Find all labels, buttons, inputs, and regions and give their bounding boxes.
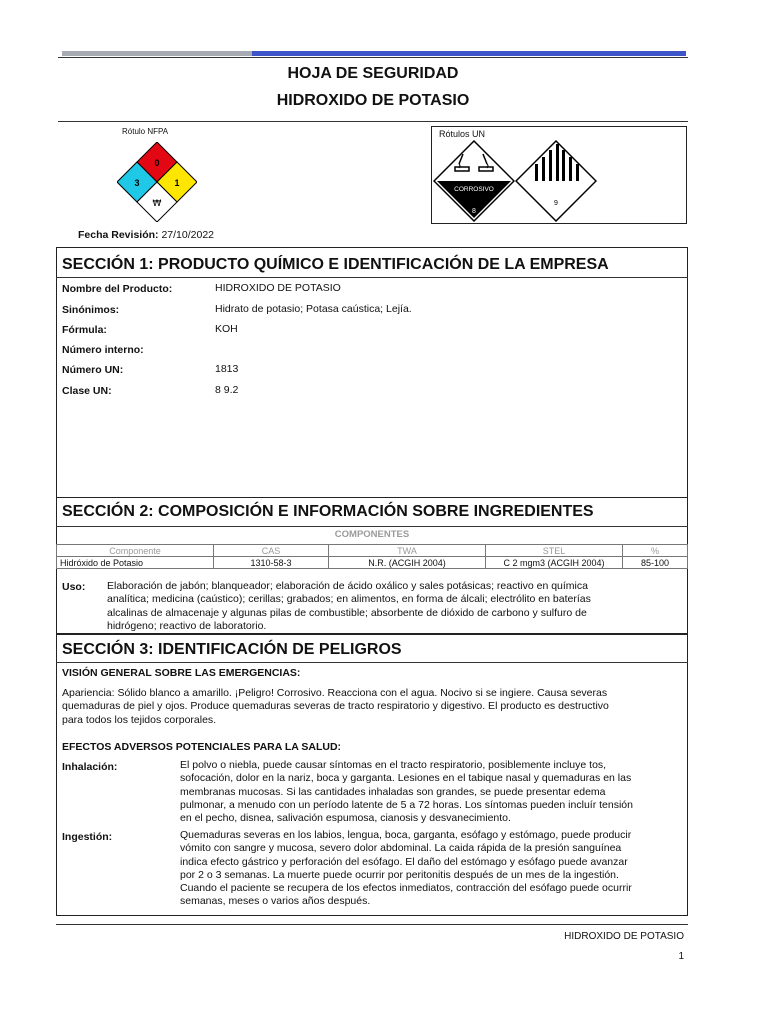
- header-rule: [58, 57, 688, 58]
- product-name-value: HIDROXIDO DE POTASIO: [215, 282, 341, 294]
- header-percent: %: [623, 545, 688, 557]
- header-stel: STEL: [486, 545, 623, 557]
- un-labels-label: Rótulos UN: [439, 129, 486, 139]
- footer-rule: [56, 924, 688, 925]
- use-line: Elaboración de jabón; blanqueador; elaboración de ácido oxálico y sales potásicas; reactivo en química: [107, 580, 588, 592]
- cell-stel: C 2 mgm3 (ACGIH 2004): [486, 557, 623, 569]
- un-class-value: 8 9.2: [215, 384, 239, 396]
- un-number-label: Número UN:: [62, 364, 124, 376]
- overview-heading: VISIÓN GENERAL SOBRE LAS EMERGENCIAS:: [62, 667, 301, 679]
- overview-line: quemaduras de piel y ojos. Produce quemaduras severas de tracto respiratorio y digestivo. El producto es destructivo: [62, 700, 609, 713]
- ingestion-line: Quemaduras severas en los labios, lengua, boca, garganta, esófago y estómago, puede producir: [180, 829, 632, 841]
- cell-component: Hidróxido de Potasio: [57, 557, 214, 569]
- section3-rule: [56, 662, 688, 663]
- ingestion-line: Cuando el paciente se recupera de los efectos inmediatos, contracción del esófago puede ocurrir: [180, 882, 632, 895]
- document-subtitle: HIDROXIDO DE POTASIO: [276, 92, 470, 109]
- product-name-label: Nombre del Producto:: [62, 283, 173, 295]
- header-bar-gray: [62, 51, 252, 56]
- formula-label: Fórmula:: [62, 324, 107, 336]
- header-bar-blue: [252, 51, 686, 56]
- use-line: analítica; medicina (caústico); cerillas; grabados; en alimentos, en forma de álcali; electrólito en baterías: [107, 593, 591, 606]
- page-number: 1: [678, 951, 684, 962]
- inhalation-line: membranas mucosas. Si las cantidades inhaladas son grandes, se puede presentar edema: [180, 785, 606, 798]
- synonyms-value: Hidrato de potasio; Potasa caústica; Lejía.: [215, 303, 412, 315]
- ingestion-line: por 2 o 3 semanas. La muerte puede ocurrir por peritonitis después de un mes de la ingestión.: [180, 868, 619, 881]
- inhalation-text: [180, 759, 685, 825]
- use-line: alcalinas de almacenaje y algunas pilas de combustible; absorbente de dióxido de carbono y sulfuro de: [107, 606, 587, 619]
- misc-class: 9: [554, 200, 558, 207]
- inhalation-line: El polvo o niebla, puede causar síntomas en el tracto respiratorio, posiblemente incluye tos,: [180, 759, 607, 771]
- nfpa-health-value: 3: [134, 178, 140, 188]
- table-row: [57, 557, 688, 569]
- use-line: hidrógeno; reactivo de laboratorio.: [107, 619, 267, 632]
- header-component: Componente: [57, 545, 214, 557]
- revision: [78, 229, 214, 241]
- components-title: COMPONENTES: [334, 529, 410, 540]
- nfpa-label: Rótulo NFPA: [122, 127, 169, 136]
- inhalation-line: en el pecho, disnea, salivación espumosa, cianosis y desvanecimiento.: [180, 812, 511, 825]
- un-number-value: 1813: [215, 363, 239, 375]
- footer-product: HIDROXIDO DE POTASIO: [564, 931, 684, 942]
- corrosive-class: 8: [472, 208, 476, 215]
- section1-title: SECCIÓN 1: PRODUCTO QUÍMICO E IDENTIFICACIÓN DE LA EMPRESA: [62, 256, 609, 273]
- header-cas: CAS: [214, 545, 329, 557]
- section3-title: SECCIÓN 3: IDENTIFICACIÓN DE PELIGROS: [62, 641, 402, 658]
- section2-title: SECCIÓN 2: COMPOSICIÓN E INFORMACIÓN SOBRE INGREDIENTES: [62, 503, 594, 520]
- inhalation-line: sofocación, dolor en la nariz, boca y garganta. Lesiones en el tabique nasal y quemaduras en las: [180, 772, 632, 785]
- nfpa-flammability-value: 0: [154, 158, 160, 168]
- inhalation-line: pulmonar, a menudo con un período latente de 5 a 72 horas. Los síntomas pueden incluír tensión: [180, 798, 633, 811]
- corrosive-text: CORROSIVO: [454, 186, 494, 193]
- un-class-label: Clase UN:: [62, 385, 112, 397]
- header-twa: TWA: [329, 545, 486, 557]
- overview-line: para todos los tejidos corporales.: [62, 713, 217, 726]
- nfpa-diamond: [117, 142, 197, 222]
- ingestion-line: semanas, meses o varios años después.: [180, 895, 371, 908]
- use-text: [107, 580, 677, 633]
- table-header-row: [57, 545, 688, 557]
- internal-number-label: Número interno:: [62, 344, 144, 356]
- ingestion-text: [180, 829, 685, 909]
- title-rule: [58, 121, 688, 122]
- nfpa-reactivity-value: 1: [174, 178, 180, 188]
- corrosive-placard: [433, 140, 515, 222]
- ingestion-line: vómito con sangre y mucosa, severo dolor abdominal. La caida rápida de la presión sanguínea: [180, 842, 622, 855]
- revision-label: Fecha Revisión:: [78, 229, 159, 241]
- formula-value: KOH: [215, 323, 238, 335]
- overview-line: Apariencia: Sólido blanco a amarillo. ¡Peligro! Corrosivo. Reacciona con el agua. Nocivo si se ingiere. Causa severas: [62, 687, 608, 699]
- effects-heading: EFECTOS ADVERSOS POTENCIALES PARA LA SALUD:: [62, 741, 342, 753]
- nfpa-special-value: ₩: [152, 199, 162, 209]
- ingestion-label: Ingestión:: [62, 831, 113, 843]
- section2-rule: [56, 526, 688, 527]
- cell-cas: 1310-58-3: [214, 557, 329, 569]
- revision-date: 27/10/2022: [161, 229, 215, 241]
- components-table: [56, 544, 688, 569]
- overview-text: [62, 687, 684, 727]
- use-label: Uso:: [62, 581, 86, 593]
- cell-percent: 85-100: [623, 557, 688, 569]
- ingestion-line: indica efecto gástrico y perforación del esófago. El daño del estómago y esófago puede avanzar: [180, 855, 628, 868]
- class9-placard: [515, 140, 597, 222]
- synonyms-label: Sinónimos:: [62, 304, 120, 316]
- inhalation-label: Inhalación:: [62, 761, 118, 773]
- cell-twa: N.R. (ACGIH 2004): [329, 557, 486, 569]
- document-title: HOJA DE SEGURIDAD: [287, 65, 459, 82]
- section1-rule: [56, 277, 688, 278]
